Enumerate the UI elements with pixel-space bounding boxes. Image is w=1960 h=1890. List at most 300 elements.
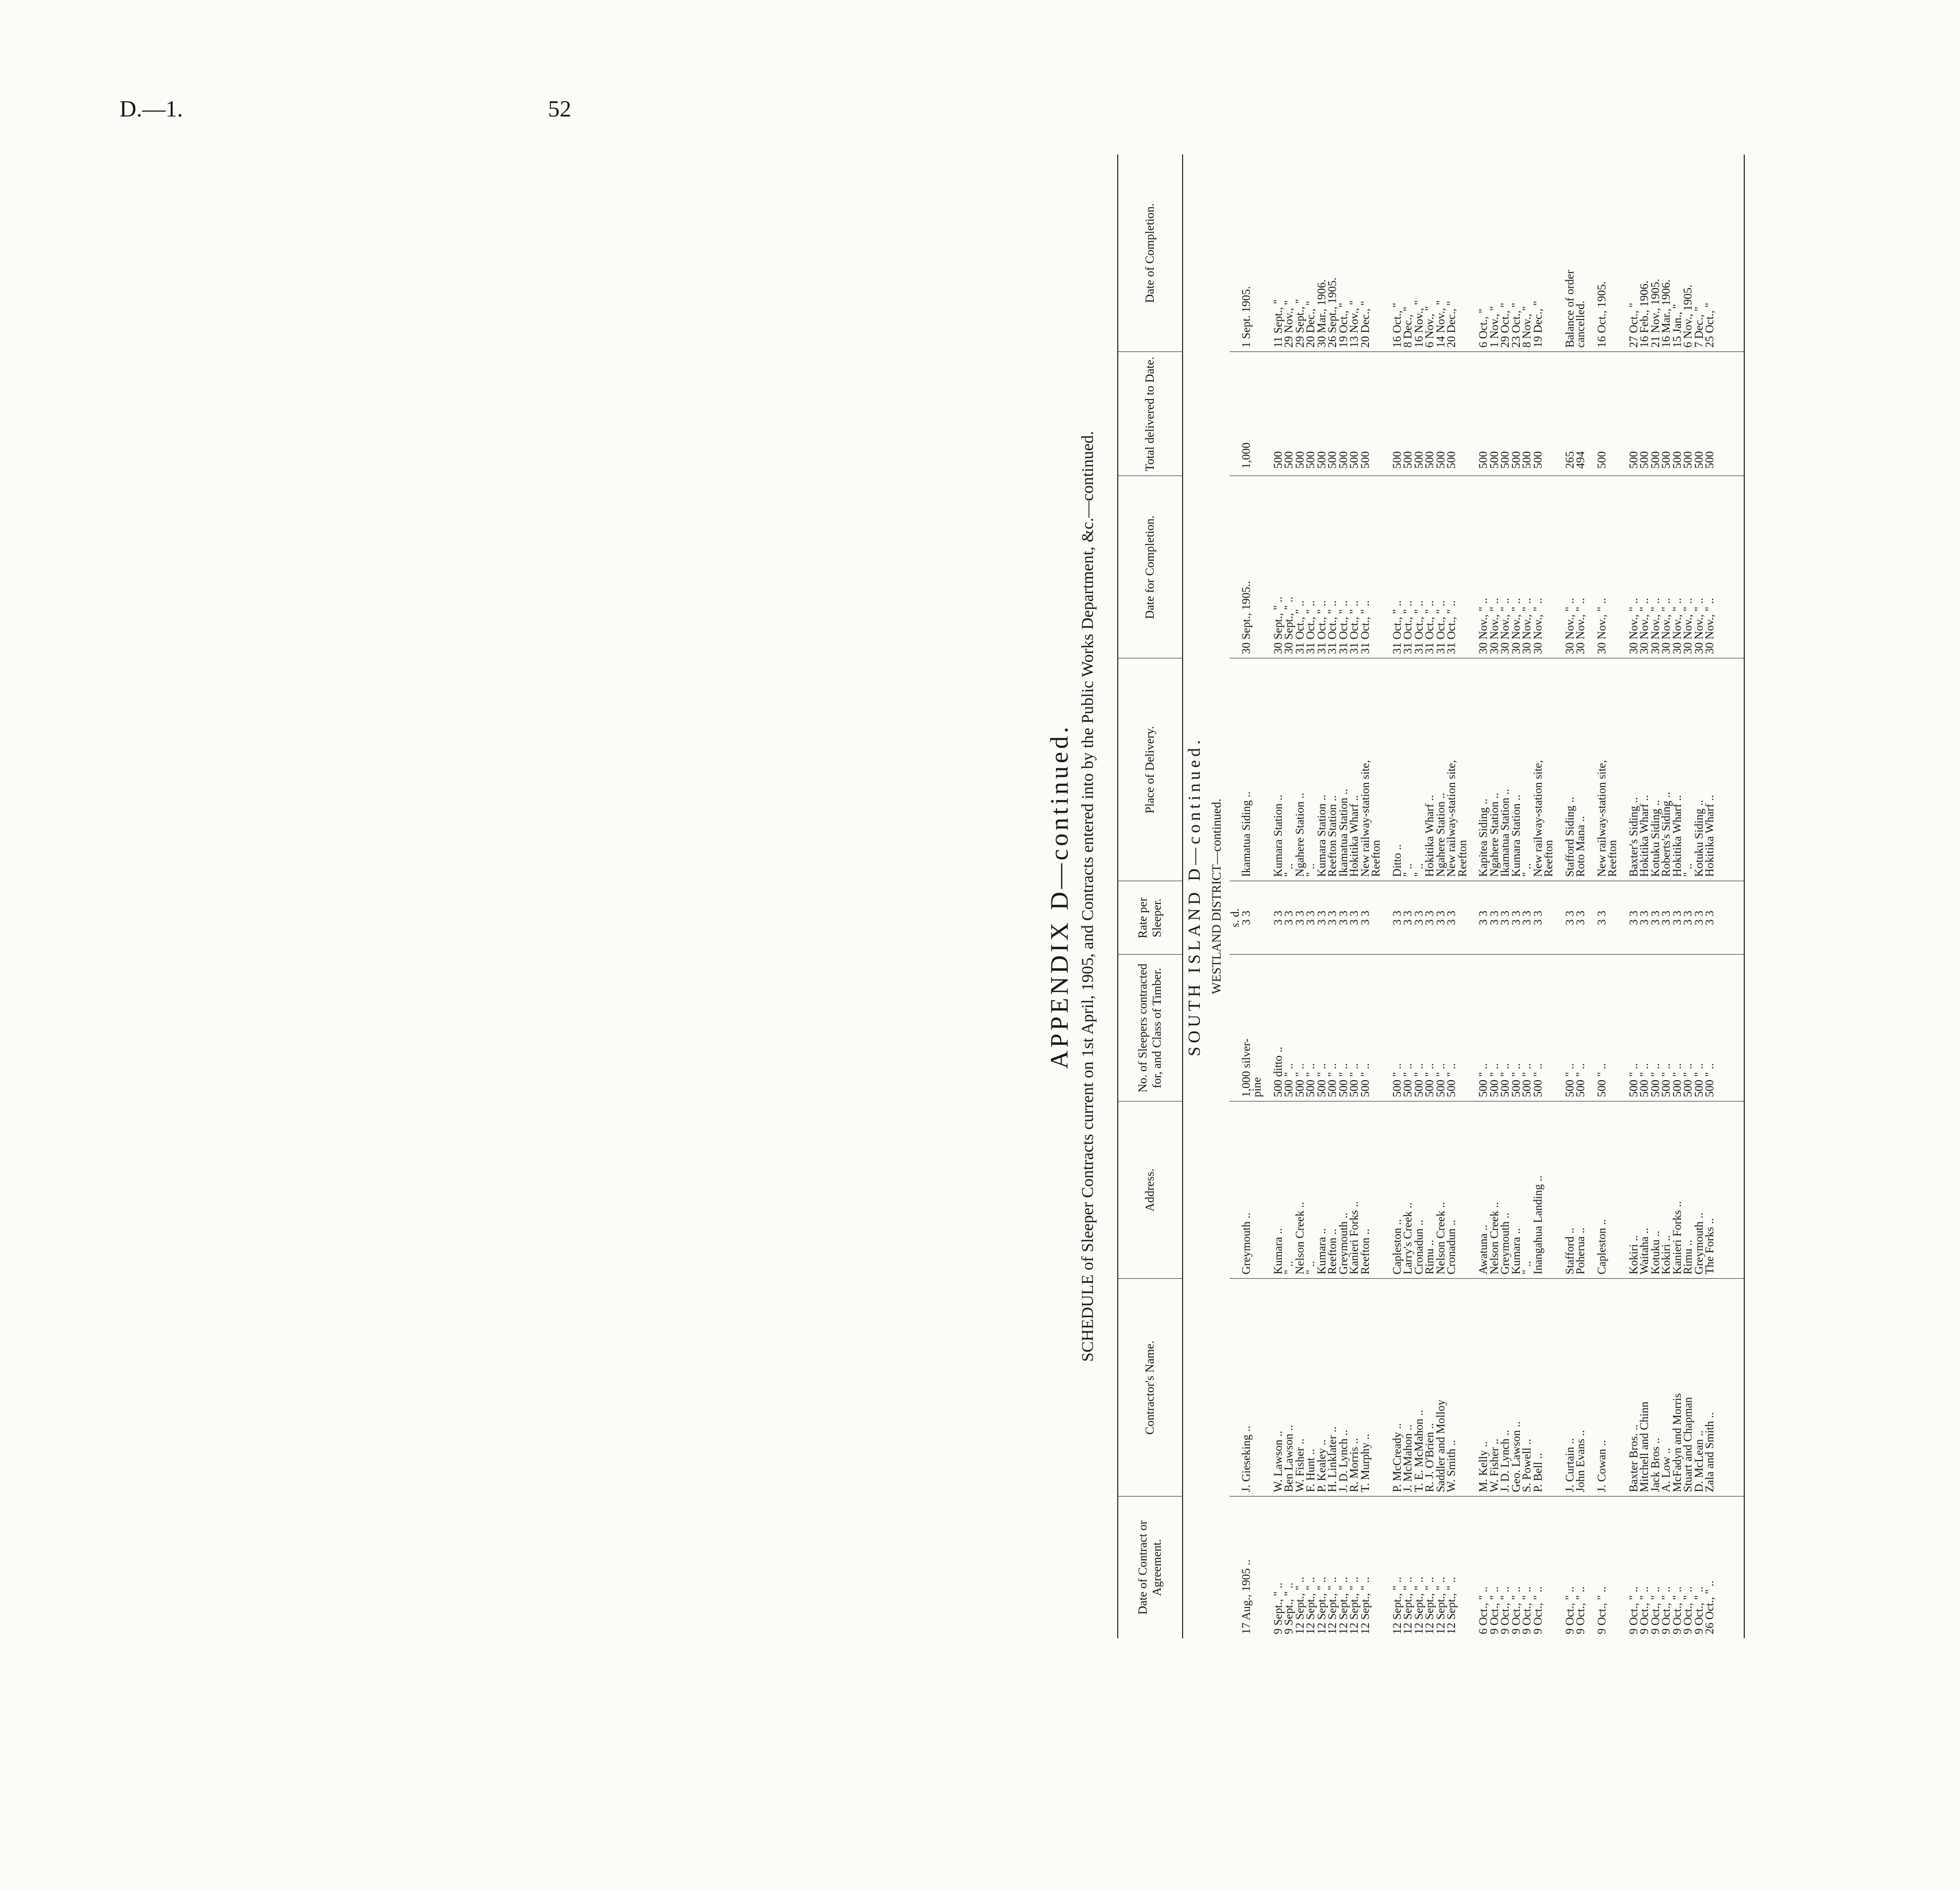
place-of-delivery: Reefton xyxy=(1457,658,1468,881)
place-of-delivery: Ngahere Station .. xyxy=(1489,658,1500,881)
contractor-name: Saddler and Molloy xyxy=(1435,1279,1446,1497)
contractor-name: Jack Bros .. xyxy=(1650,1279,1661,1497)
place-of-delivery: Hokitika Wharf .. xyxy=(1349,658,1360,881)
date-for-completion: 30 Nov., " .. xyxy=(1596,476,1608,658)
rate: 3 3 xyxy=(1327,881,1338,955)
sleepers: 500 " .. xyxy=(1327,955,1338,1101)
address: Nelson Creek .. xyxy=(1435,1101,1446,1279)
rate: 3 3 xyxy=(1316,881,1327,955)
address: Kanieri Forks .. xyxy=(1349,1101,1360,1279)
table-bottom-rule xyxy=(1715,154,1744,1638)
sleepers: 500 " .. xyxy=(1682,955,1694,1101)
sleepers: 500 " .. xyxy=(1305,955,1316,1101)
date-for-completion: 31 Oct., " .. xyxy=(1316,476,1327,658)
date-of-completion: 6 Nov., 1905. xyxy=(1682,154,1694,352)
date-of-completion: 1 Nov., " xyxy=(1489,154,1500,352)
place-of-delivery: Ikamatua Siding .. xyxy=(1241,658,1252,881)
contractor-name xyxy=(1607,1279,1618,1497)
date-of-completion xyxy=(1607,154,1618,352)
total-delivered: 500 xyxy=(1305,352,1316,476)
total-delivered: 500 xyxy=(1489,352,1500,476)
sleepers: 500 " .. xyxy=(1511,955,1522,1101)
contract-date: 9 Oct., " .. xyxy=(1627,1586,1640,1634)
contract-date: 12 Sept., " .. xyxy=(1412,1577,1425,1634)
contract-date: 9 Oct., " .. xyxy=(1563,1586,1576,1634)
contract-date: 9 Oct., " .. xyxy=(1531,1586,1544,1634)
date-for-completion: 31 Oct., " .. xyxy=(1424,476,1435,658)
sleepers: 500 " .. xyxy=(1533,955,1544,1101)
date-of-completion: 20 Dec., " xyxy=(1446,154,1457,352)
contractor-name: T. E. McMahon .. xyxy=(1414,1279,1425,1497)
contractor-name: P. Bell .. xyxy=(1533,1279,1544,1497)
contract-date: 9 Oct., " .. xyxy=(1574,1586,1587,1634)
table-row xyxy=(1305,154,1316,1638)
table-row xyxy=(1435,154,1446,1638)
date-for-completion: 31 Oct., " .. xyxy=(1402,476,1414,658)
total-delivered: 500 xyxy=(1628,352,1639,476)
rate: 3 3 xyxy=(1511,881,1522,955)
rate: 3 3 xyxy=(1639,881,1650,955)
date-for-completion: 30 Nov., " .. xyxy=(1521,476,1533,658)
table-row xyxy=(1694,154,1705,1638)
rate: 3 3 xyxy=(1305,881,1316,955)
address: Kokiri .. xyxy=(1661,1101,1672,1279)
sleepers: 500 " .. xyxy=(1628,955,1639,1101)
contract-date: 12 Sept., " .. xyxy=(1401,1577,1414,1634)
date-for-completion: 31 Oct., " .. xyxy=(1414,476,1425,658)
col-address: Address. xyxy=(1118,1101,1183,1279)
rate: 3 3 xyxy=(1360,881,1371,955)
rate: 3 3 xyxy=(1650,881,1661,955)
date-of-completion: 6 Nov., " xyxy=(1424,154,1435,352)
place-of-delivery: Kumara Station .. xyxy=(1273,658,1284,881)
address: Reefton .. xyxy=(1360,1101,1371,1279)
contractor-name: J. Gieseking .. xyxy=(1241,1279,1252,1497)
contractor-name: J. D. Lynch .. xyxy=(1500,1279,1511,1497)
table-row xyxy=(1273,154,1284,1638)
rate: 3 3 xyxy=(1564,881,1576,955)
table-row xyxy=(1402,154,1414,1638)
rate xyxy=(1543,881,1554,955)
total-delivered: 500 xyxy=(1704,352,1715,476)
address: Kumara .. xyxy=(1273,1101,1284,1279)
contractor-name xyxy=(1251,1279,1263,1497)
sleepers: 500 " .. xyxy=(1639,955,1650,1101)
date-of-completion: 11 Sept., " xyxy=(1273,154,1284,352)
contractor-name: H. Linklater .. xyxy=(1327,1279,1338,1497)
place-of-delivery: " .. xyxy=(1305,658,1316,881)
total-delivered: 500 xyxy=(1478,352,1489,476)
address: Capleston .. xyxy=(1392,1101,1403,1279)
date-for-completion xyxy=(1370,476,1382,658)
table-row xyxy=(1682,154,1694,1638)
contract-date: 9 Sept., " .. xyxy=(1271,1582,1284,1634)
total-delivered xyxy=(1457,352,1468,476)
total-delivered: 500 xyxy=(1402,352,1414,476)
date-of-completion: 16 Feb., 1906. xyxy=(1639,154,1650,352)
address: Kokiri .. xyxy=(1628,1101,1639,1279)
date-of-completion: 8 Dec., " xyxy=(1402,154,1414,352)
sleepers: 500 " .. xyxy=(1283,955,1295,1101)
total-delivered: 500 xyxy=(1295,352,1306,476)
place-of-delivery: Reefton xyxy=(1370,658,1382,881)
address xyxy=(1457,1101,1468,1279)
table-row xyxy=(1349,154,1360,1638)
col-sleepers: No. of Sleepers contracted for, and Class of Timber. xyxy=(1118,955,1183,1101)
contractor-name: W. Lawson .. xyxy=(1273,1279,1284,1497)
rate: 3 3 xyxy=(1533,881,1544,955)
sleepers: 500 " .. xyxy=(1564,955,1576,1101)
date-of-completion: 27 Oct., " xyxy=(1628,154,1639,352)
rate xyxy=(1457,881,1468,955)
table-row xyxy=(1316,154,1327,1638)
date-for-completion: 30 Nov., " .. xyxy=(1650,476,1661,658)
rate: 3 3 xyxy=(1682,881,1694,955)
contractor-name: A. Low .. xyxy=(1661,1279,1672,1497)
place-of-delivery: New railway-station site, xyxy=(1596,658,1608,881)
total-delivered: 500 xyxy=(1316,352,1327,476)
contractor-name: D. McLean .. xyxy=(1694,1279,1705,1497)
date-of-completion: 16 Nov., " xyxy=(1414,154,1425,352)
section-heading: SOUTH ISLAND D—continued. xyxy=(1185,736,1204,1056)
date-for-completion: 31 Oct., " .. xyxy=(1338,476,1349,658)
contractor-name: Mitchell and Chinn xyxy=(1639,1279,1650,1497)
contract-date: 12 Sept., " .. xyxy=(1434,1577,1447,1634)
rate: 3 3 xyxy=(1521,881,1533,955)
date-of-completion: 14 Nov., " xyxy=(1435,154,1446,352)
date-of-completion: 7 Dec., " xyxy=(1694,154,1705,352)
place-of-delivery: Roto Mana .. xyxy=(1575,658,1586,881)
date-of-completion: 29 Oct., " xyxy=(1500,154,1511,352)
sleepers: 500 " .. xyxy=(1424,955,1435,1101)
rate: 3 3 xyxy=(1661,881,1672,955)
total-delivered xyxy=(1251,352,1263,476)
address: Kumara .. xyxy=(1511,1101,1522,1279)
rate: 3 3 xyxy=(1500,881,1511,955)
date-of-completion: 23 Oct., " xyxy=(1511,154,1522,352)
sleepers: 500 " .. xyxy=(1392,955,1403,1101)
date-for-completion xyxy=(1607,476,1618,658)
col-date-for-completion: Date for Completion. xyxy=(1118,476,1183,658)
contract-date: 12 Sept., " .. xyxy=(1337,1577,1350,1634)
contract-date: 9 Oct., " .. xyxy=(1692,1586,1705,1634)
date-for-completion xyxy=(1543,476,1554,658)
address: Reefton .. xyxy=(1327,1101,1338,1279)
rate: 3 3 xyxy=(1414,881,1425,955)
total-delivered: 265 xyxy=(1564,352,1576,476)
group-spacer xyxy=(1586,154,1596,1638)
place-of-delivery: Ditto .. xyxy=(1392,658,1403,881)
date-for-completion xyxy=(1251,476,1263,658)
col-rate: Rate per Sleeper. xyxy=(1118,881,1183,955)
place-of-delivery: Reefton Station .. xyxy=(1327,658,1338,881)
date-for-completion: 30 Sept., " .. xyxy=(1283,476,1295,658)
date-of-completion: 21 Nov., 1905. xyxy=(1650,154,1661,352)
place-of-delivery: Kotuku Siding .. xyxy=(1650,658,1661,881)
place-of-delivery: Kotuku Siding .. xyxy=(1694,658,1705,881)
address: Waitaha .. xyxy=(1639,1101,1650,1279)
table-row xyxy=(1511,154,1522,1638)
sleepers xyxy=(1370,955,1382,1101)
page-number: 52 xyxy=(548,96,571,122)
address: Cronadun .. xyxy=(1414,1101,1425,1279)
contractor-name: John Evans .. xyxy=(1575,1279,1586,1497)
contractor-name: P. Kealey .. xyxy=(1316,1279,1327,1497)
sleepers: 500 " .. xyxy=(1402,955,1414,1101)
sleepers: 500 " .. xyxy=(1489,955,1500,1101)
rate: 3 3 xyxy=(1478,881,1489,955)
rate: 3 3 xyxy=(1672,881,1683,955)
table-row xyxy=(1500,154,1511,1638)
table-row xyxy=(1327,154,1338,1638)
place-of-delivery: Ngahere Station .. xyxy=(1435,658,1446,881)
rate: 3 3 xyxy=(1392,881,1403,955)
date-for-completion: 30 Nov., " .. xyxy=(1628,476,1639,658)
date-of-completion: 19 Oct., " xyxy=(1338,154,1349,352)
date-for-completion: 31 Oct., " .. xyxy=(1327,476,1338,658)
place-of-delivery: Hokitika Wharf .. xyxy=(1672,658,1683,881)
contractor-name: T. Murphy .. xyxy=(1360,1279,1371,1497)
contract-date xyxy=(1607,1497,1618,1638)
contract-date: 12 Sept., " .. xyxy=(1304,1577,1317,1634)
sleepers: 500 " .. xyxy=(1704,955,1715,1101)
sleepers: 500 " .. xyxy=(1672,955,1683,1101)
sleepers: 500 " .. xyxy=(1349,955,1360,1101)
total-delivered: 500 xyxy=(1273,352,1284,476)
contractor-name: P. McCready .. xyxy=(1392,1279,1403,1497)
rate: 3 3 xyxy=(1241,881,1252,955)
contract-date: 9 Oct., " .. xyxy=(1487,1586,1501,1634)
sleepers: 500 " .. xyxy=(1521,955,1533,1101)
contract-date xyxy=(1370,1497,1382,1638)
date-for-completion: 30 Nov., " .. xyxy=(1511,476,1522,658)
date-for-completion: 31 Oct., " .. xyxy=(1435,476,1446,658)
address: Poherua .. xyxy=(1575,1101,1586,1279)
sleepers: 500 ditto .. xyxy=(1273,955,1284,1101)
table-row xyxy=(1370,154,1382,1638)
table-row xyxy=(1489,154,1500,1638)
place-of-delivery: " .. xyxy=(1402,658,1414,881)
contractor-name xyxy=(1457,1279,1468,1497)
total-delivered: 500 xyxy=(1533,352,1544,476)
address: " .. xyxy=(1521,1101,1533,1279)
rate xyxy=(1370,881,1382,955)
place-of-delivery: New railway-station site, xyxy=(1533,658,1544,881)
table-row xyxy=(1704,154,1715,1638)
contract-date: 12 Sept., " .. xyxy=(1445,1577,1458,1634)
table-row xyxy=(1241,154,1252,1638)
col-contractor-name: Contractor's Name. xyxy=(1118,1279,1183,1497)
total-delivered: 500 xyxy=(1392,352,1403,476)
rate: 3 3 xyxy=(1273,881,1284,955)
table-row xyxy=(1338,154,1349,1638)
total-delivered: 500 xyxy=(1446,352,1457,476)
contractor-name: R. Morris .. xyxy=(1349,1279,1360,1497)
date-of-completion: 16 Oct., " xyxy=(1392,154,1403,352)
schedule-title: SCHEDULE of Sleeper Contracts current on 1st April, 1905, and Contracts entered into by the Public Works Department, &c.—continued. xyxy=(1079,431,1097,1362)
table-row xyxy=(1672,154,1683,1638)
rate: 3 3 xyxy=(1349,881,1360,955)
address: Greymouth .. xyxy=(1338,1101,1349,1279)
sleepers: 1,000 silver- xyxy=(1241,955,1252,1101)
contractor-name: McFadyn and Morris xyxy=(1672,1279,1683,1497)
table-row xyxy=(1628,154,1639,1638)
address xyxy=(1251,1101,1263,1279)
rate: 3 3 xyxy=(1694,881,1705,955)
date-for-completion: 31 Oct., " .. xyxy=(1349,476,1360,658)
date-for-completion: 30 Nov., " .. xyxy=(1564,476,1576,658)
rate: 3 3 xyxy=(1295,881,1306,955)
place-of-delivery: Reefton xyxy=(1607,658,1618,881)
total-delivered: 500 xyxy=(1672,352,1683,476)
rate: 3 3 xyxy=(1446,881,1457,955)
date-of-completion: 29 Nov., " xyxy=(1283,154,1295,352)
total-delivered: 500 xyxy=(1661,352,1672,476)
sleepers xyxy=(1543,955,1554,1101)
contractor-name: Baxter Bros. .. xyxy=(1628,1279,1639,1497)
date-for-completion: 30 Nov., " .. xyxy=(1500,476,1511,658)
date-for-completion: 30 Nov., " .. xyxy=(1639,476,1650,658)
appendix-title: APPENDIX D—continued. xyxy=(1045,724,1073,1069)
total-delivered: 1,000 xyxy=(1241,352,1252,476)
sleepers: 500 " .. xyxy=(1694,955,1705,1101)
section-heading-row xyxy=(1183,154,1211,1638)
contract-date: 9 Oct., " .. xyxy=(1520,1586,1533,1634)
date-of-completion: 20 Dec., " xyxy=(1360,154,1371,352)
contract-date: 9 Oct., " .. xyxy=(1670,1586,1683,1634)
date-of-completion xyxy=(1543,154,1554,352)
sleepers: 500 " .. xyxy=(1316,955,1327,1101)
col-place: Place of Delivery. xyxy=(1118,658,1183,881)
contract-date: 12 Sept., " .. xyxy=(1315,1577,1328,1634)
date-for-completion: 30 Nov., " .. xyxy=(1704,476,1715,658)
table-row xyxy=(1650,154,1661,1638)
date-of-completion: 15 Jan., " xyxy=(1672,154,1683,352)
date-of-completion: 8 Nov., " xyxy=(1521,154,1533,352)
address: " .. xyxy=(1283,1101,1295,1279)
address: Kumara .. xyxy=(1316,1101,1327,1279)
table-row xyxy=(1251,154,1263,1638)
date-of-completion xyxy=(1457,154,1468,352)
address xyxy=(1607,1101,1618,1279)
place-of-delivery: Hokitika Wharf .. xyxy=(1704,658,1715,881)
contract-date: 9 Sept., " .. xyxy=(1282,1582,1295,1634)
address: Larry's Creek .. xyxy=(1402,1101,1414,1279)
date-for-completion: 31 Oct., " .. xyxy=(1295,476,1306,658)
total-delivered: 500 xyxy=(1327,352,1338,476)
contractor-name: J. McMahon .. xyxy=(1402,1279,1414,1497)
address: Rimu .. xyxy=(1424,1101,1435,1279)
contract-date: 9 Oct., " .. xyxy=(1681,1586,1694,1634)
date-for-completion: 31 Oct., " .. xyxy=(1392,476,1403,658)
contract-date: 9 Oct., " .. xyxy=(1660,1586,1672,1634)
total-delivered: 500 xyxy=(1596,352,1608,476)
contract-date: 12 Sept., " .. xyxy=(1348,1577,1360,1634)
contractor-name: J. Curtain .. xyxy=(1564,1279,1576,1497)
contract-date: 9 Oct., " .. xyxy=(1649,1586,1662,1634)
rate: 3 3 xyxy=(1596,881,1608,955)
date-for-completion: 30 Nov., " .. xyxy=(1672,476,1683,658)
table-row xyxy=(1564,154,1576,1638)
address: Stafford .. xyxy=(1564,1101,1576,1279)
place-of-delivery: Baxter's Siding .. xyxy=(1628,658,1639,881)
place-of-delivery: Hokitika Wharf .. xyxy=(1424,658,1435,881)
contract-date: 12 Sept., " .. xyxy=(1326,1577,1339,1634)
rate: 3 3 xyxy=(1435,881,1446,955)
place-of-delivery: Stafford Siding .. xyxy=(1564,658,1576,881)
sleeper-contracts-table xyxy=(1117,154,1745,1638)
contractor-name: W. Fisher .. xyxy=(1489,1279,1500,1497)
sleepers: 500 " .. xyxy=(1478,955,1489,1101)
sleepers: 500 " .. xyxy=(1446,955,1457,1101)
sleepers: 500 " .. xyxy=(1596,955,1608,1101)
total-delivered: 500 xyxy=(1650,352,1661,476)
table-row xyxy=(1543,154,1554,1638)
total-delivered: 500 xyxy=(1511,352,1522,476)
contract-date: 9 Oct., " .. xyxy=(1595,1586,1608,1634)
contractor-name: M. Kelly .. xyxy=(1478,1279,1489,1497)
table-row xyxy=(1446,154,1457,1638)
date-for-completion: 31 Oct., " .. xyxy=(1305,476,1316,658)
table-row xyxy=(1521,154,1533,1638)
rate xyxy=(1607,881,1618,955)
date-of-completion: 30 Mar., 1906. xyxy=(1316,154,1327,352)
sleepers: 500 " .. xyxy=(1360,955,1371,1101)
contract-date: 12 Sept., " .. xyxy=(1293,1577,1306,1634)
district-heading-row xyxy=(1211,154,1230,1638)
contractor-name: J. Cowan .. xyxy=(1596,1279,1608,1497)
total-delivered: 500 xyxy=(1639,352,1650,476)
sleepers: 500 " .. xyxy=(1500,955,1511,1101)
place-of-delivery: New railway-station site, xyxy=(1360,658,1371,881)
total-delivered xyxy=(1607,352,1618,476)
rotated-table-block xyxy=(1038,154,1960,1638)
table-row xyxy=(1596,154,1608,1638)
rate: 3 3 xyxy=(1338,881,1349,955)
address: Inangahua Landing .. xyxy=(1533,1101,1544,1279)
date-for-completion: 30 Nov., " .. xyxy=(1533,476,1544,658)
table-row xyxy=(1639,154,1650,1638)
date-for-completion: 31 Oct., " .. xyxy=(1360,476,1371,658)
place-of-delivery: " .. xyxy=(1283,658,1295,881)
date-of-completion: 20 Dec., " xyxy=(1305,154,1316,352)
date-for-completion xyxy=(1457,476,1468,658)
sleepers: 500 " .. xyxy=(1575,955,1586,1101)
sleepers xyxy=(1607,955,1618,1101)
address xyxy=(1543,1101,1554,1279)
address: " .. xyxy=(1305,1101,1316,1279)
date-of-completion: 16 Mar., 1906. xyxy=(1661,154,1672,352)
total-delivered: 500 xyxy=(1414,352,1425,476)
date-of-completion xyxy=(1370,154,1382,352)
place-of-delivery: Ikamatua Station .. xyxy=(1338,658,1349,881)
date-for-completion: 30 Nov., " .. xyxy=(1661,476,1672,658)
place-of-delivery: " .. xyxy=(1521,658,1533,881)
place-of-delivery: Kapitea Siding .. xyxy=(1478,658,1489,881)
table-row xyxy=(1478,154,1489,1638)
contractor-name: J. D. Lynch .. xyxy=(1338,1279,1349,1497)
col-total-delivered: Total delivered to Date. xyxy=(1118,352,1183,476)
contractor-name xyxy=(1370,1279,1382,1497)
total-delivered xyxy=(1370,352,1382,476)
district-heading: WESTLAND DISTRICT—continued. xyxy=(1210,798,1224,995)
place-of-delivery: " .. xyxy=(1682,658,1694,881)
col-date-of-contract: Date of Contract or Agreement. xyxy=(1118,1497,1183,1638)
date-for-completion: 31 Oct., " .. xyxy=(1446,476,1457,658)
sleepers: 500 " .. xyxy=(1338,955,1349,1101)
sleepers: pine xyxy=(1251,955,1263,1101)
rate: 3 3 xyxy=(1575,881,1586,955)
